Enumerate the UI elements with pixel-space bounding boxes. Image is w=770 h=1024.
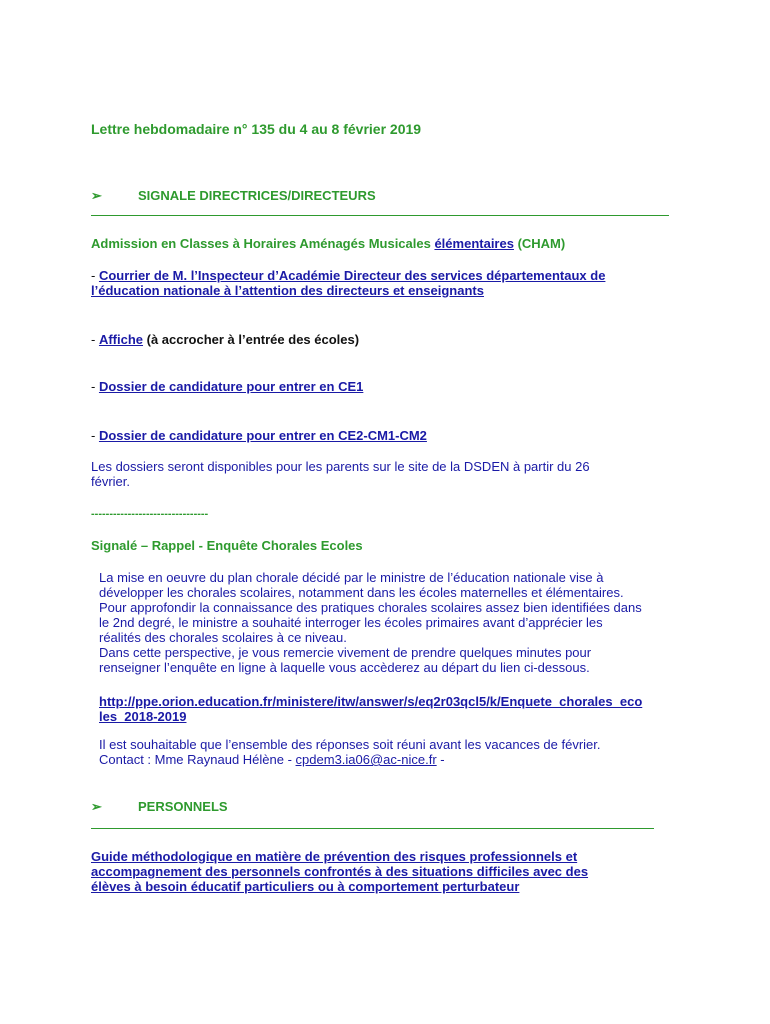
enquete-url-link-line2[interactable]: les_2018-2019: [99, 709, 187, 724]
guide-link[interactable]: [91, 849, 588, 894]
affiche-note: (à accrocher à l’entrée des écoles): [143, 332, 360, 347]
section-bullet-icon: ➢: [91, 188, 102, 203]
newsletter-title: Lettre hebdomadaire n° 135 du 4 au 8 février 2019: [91, 121, 422, 137]
dossiers-info: [91, 459, 590, 489]
cham-heading: [91, 236, 565, 251]
affiche-item: [91, 332, 359, 347]
affiche-link[interactable]: Affiche: [98, 332, 144, 347]
guide-link-line1[interactable]: Guide méthodologique en matière de prévention des risques professionnels et: [91, 849, 578, 864]
section-bullet-icon: ➢: [91, 799, 102, 814]
closing-line: Il est souhaitable que l’ensemble des réponses soit réuni avant les vacances de février.: [99, 737, 601, 752]
dossier-ce1-link[interactable]: Dossier de candidature pour entrer en CE1: [98, 379, 364, 394]
chorales-paragraph: [99, 570, 642, 675]
chorales-line: renseigner l’enquête en ligne à laquelle vous accèderez au départ du lien ci-dessous.: [99, 660, 590, 675]
guide-link-line3[interactable]: élèves à besoin éducatif particuliers ou à comportement perturbateur: [91, 879, 520, 894]
courrier-link-line1[interactable]: Courrier de M. l’Inspecteur d’Académie Directeur des services départementaux de: [98, 268, 606, 283]
ce1-item: [91, 379, 363, 394]
contact-email-link[interactable]: cpdem3.ia06@ac-nice.fr: [295, 752, 437, 767]
section-title-personnels: PERSONNELS: [138, 799, 228, 814]
chorales-closing: [99, 737, 601, 767]
chorales-line: Pour approfondir la connaissance des pratiques chorales scolaires assez bien identifiées dans: [99, 600, 642, 615]
section-divider: [91, 215, 669, 216]
dossiers-info-line2: février.: [91, 474, 131, 489]
chorales-heading: Signalé – Rappel - Enquête Chorales Ecoles: [91, 538, 363, 553]
guide-link-line2[interactable]: accompagnement des personnels confrontés à des situations difficiles avec des: [91, 864, 589, 879]
dossiers-info-line1: Les dossiers seront disponibles pour les parents sur le site de la DSDEN à partir du 26: [91, 459, 590, 474]
ce2-dash: -: [91, 428, 99, 443]
separator-dashes: --------------------------------: [91, 508, 209, 520]
contact-suffix: -: [436, 752, 445, 767]
courrier-dash: -: [91, 268, 99, 283]
chorales-line: le 2nd degré, le ministre a souhaité interroger les écoles primaires avant d’apprécier les: [99, 615, 603, 630]
contact-line: [99, 752, 601, 767]
chorales-line: La mise en oeuvre du plan chorale décidé par le ministre de l’éducation nationale vise à: [99, 570, 604, 585]
enquete-url: [99, 694, 642, 724]
courrier-item: [91, 268, 605, 298]
cham-elementaires-link[interactable]: élémentaires: [434, 236, 514, 251]
chorales-line: réalités des chorales scolaires à ce niveau.: [99, 630, 347, 645]
chorales-line: développer les chorales scolaires, notamment dans les écoles maternelles et élémentaires.: [99, 585, 624, 600]
courrier-link-line2[interactable]: l’éducation nationale à l’attention des directeurs et enseignants: [91, 283, 484, 298]
contact-prefix: Contact : Mme Raynaud Hélène -: [99, 752, 296, 767]
section-divider: [91, 828, 654, 829]
ce2-item: [91, 428, 427, 443]
cham-heading-suffix: (CHAM): [513, 236, 566, 251]
chorales-line: Dans cette perspective, je vous remercie vivement de prendre quelques minutes pour: [99, 645, 592, 660]
cham-heading-prefix: Admission en Classes à Horaires Aménagés Musicales: [91, 236, 435, 251]
ce1-dash: -: [91, 379, 99, 394]
enquete-url-link-line1[interactable]: http://ppe.orion.education.fr/ministere/itw/answer/s/eq2r03qcl5/k/Enquete_chorales_eco: [99, 694, 643, 709]
section-title-directeurs: SIGNALE DIRECTRICES/DIRECTEURS: [138, 188, 376, 203]
affiche-dash: -: [91, 332, 99, 347]
dossier-ce2-cm1-cm2-link[interactable]: Dossier de candidature pour entrer en CE2-CM1-CM2: [98, 428, 427, 443]
